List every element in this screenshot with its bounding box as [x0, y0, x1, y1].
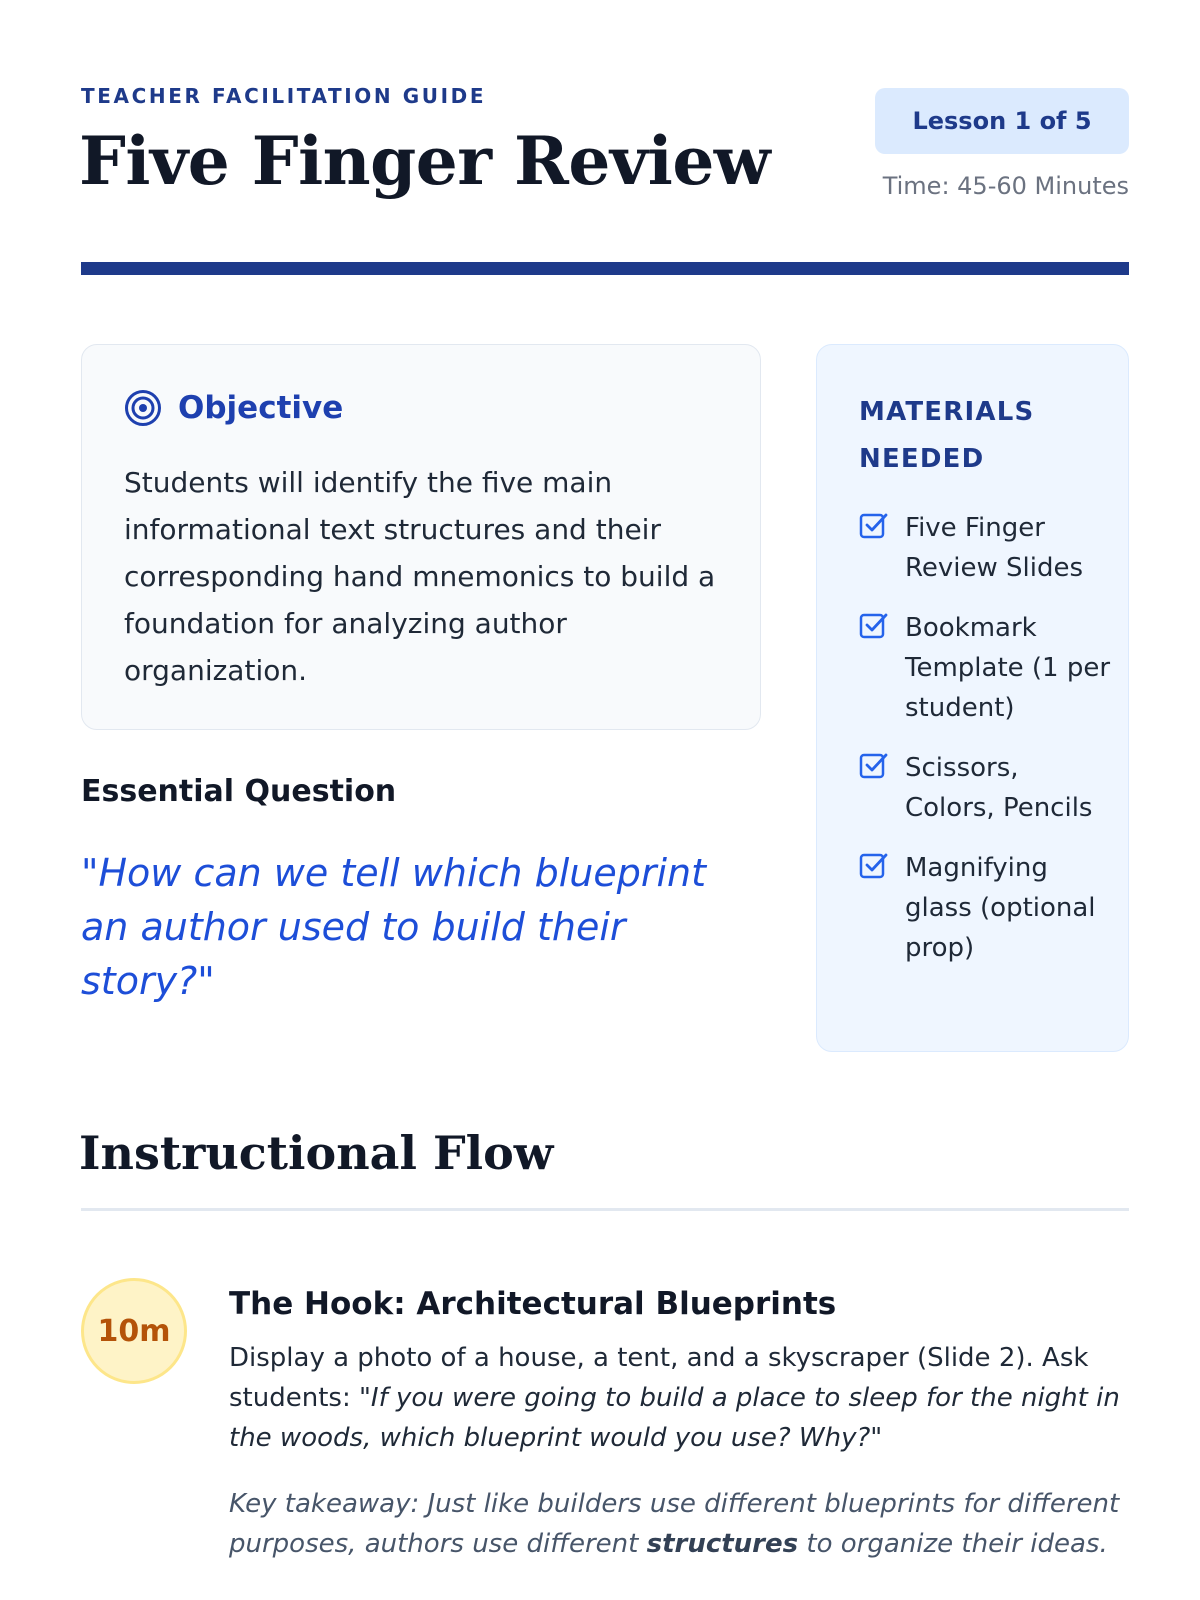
list-item [859, 848, 1114, 968]
checkbox-checked-icon [859, 511, 889, 541]
key-takeaway-after: to organize their ideas. [798, 1529, 1108, 1559]
step-description-intro: Display a photo of a house, a tent, and a skyscraper (Slide 2). Ask students: [229, 1343, 1089, 1413]
key-takeaway-before: Key takeaway: Just like builders use different blueprints for different purposes, authors use different [229, 1489, 1120, 1559]
step-description [229, 1338, 1129, 1458]
duration-badge: 10m [81, 1278, 187, 1384]
material-label: Magnifying glass (optional prop) [905, 853, 1096, 963]
list-item [859, 608, 1114, 728]
list-item [859, 748, 1114, 828]
target-icon [124, 389, 162, 427]
essential-question-label: Essential Question [81, 774, 397, 809]
materials-card [816, 344, 1129, 1052]
checkbox-checked-icon [859, 751, 889, 781]
time-estimate: Time: 45-60 Minutes [882, 172, 1129, 200]
lesson-badge: Lesson 1 of 5 [875, 88, 1129, 154]
checkbox-checked-icon [859, 611, 889, 641]
step-title: The Hook: Architectural Blueprints [229, 1286, 837, 1322]
materials-list [859, 508, 1114, 988]
objective-title: Objective [178, 390, 344, 426]
key-takeaway-emphasis: structures [646, 1529, 799, 1559]
lesson-guide-page [81, 0, 1129, 1600]
key-takeaway [229, 1484, 1129, 1564]
material-label: Five Finger Review Slides [905, 513, 1084, 583]
objective-text: Students will identify the five main informational text structures and their corresponding hand mnemonics to build a foundation for analyzing author organization. [124, 466, 716, 687]
list-item [859, 508, 1114, 588]
header [81, 84, 1129, 274]
page-title: Five Finger Review [79, 122, 771, 200]
step-body [229, 1278, 1129, 1564]
checkbox-checked-icon [859, 851, 889, 881]
guide-eyebrow: TEACHER FACILITATION GUIDE [81, 84, 487, 108]
header-divider [81, 262, 1129, 275]
objective-header [124, 389, 343, 427]
essential-question-quote: "How can we tell which blueprint an author used to build their story?" [81, 851, 707, 1003]
objective-card [81, 344, 761, 730]
material-label: Scissors, Colors, Pencils [905, 753, 1093, 823]
material-label: Bookmark Template (1 per student) [905, 613, 1111, 723]
section-title: Instructional Flow [79, 1126, 554, 1180]
section-divider [81, 1208, 1129, 1211]
step-description-quote: "If you were going to build a place to sleep for the night in the woods, which blueprint would you use? Why?" [229, 1383, 1120, 1453]
materials-title: MATERIALS NEEDED [859, 397, 1035, 474]
